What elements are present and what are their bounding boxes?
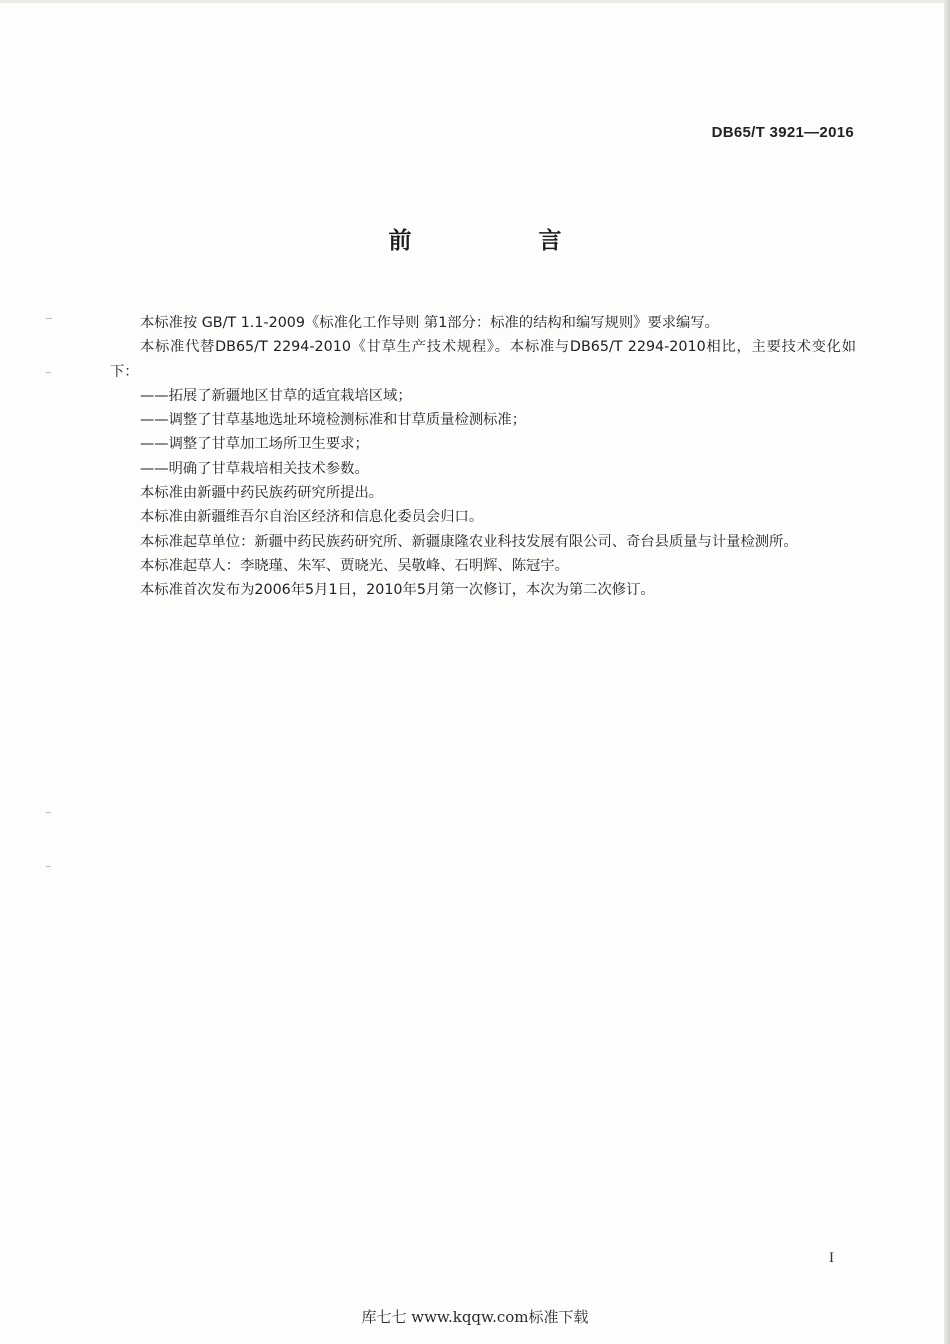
change-item: ——调整了甘草基地选址环境检测标准和甘草质量检测标准； xyxy=(140,412,527,429)
page-title: 前 言 xyxy=(388,228,614,254)
paragraph-drafting-rules: 本标准按 GB/T 1.1-2009《标准化工作导则 第1部分：标准的结构和编写规则》要求编写。 xyxy=(140,315,719,331)
paragraph-drafters: 本标准起草人：李晓瑾、朱军、贾晓光、吴敬峰、石明辉、陈冠宇。 xyxy=(140,557,569,574)
paragraph-revision-history: 本标准首次发布为2006年5月1日，2010年5月第一次修订，本次为第二次修订。 xyxy=(140,582,655,599)
scan-speck xyxy=(46,318,52,319)
scan-speck xyxy=(46,372,51,373)
scan-speck xyxy=(46,866,51,867)
scan-speck xyxy=(46,812,51,813)
paragraph-drafting-units: 本标准起草单位：新疆中药民族药研究所、新疆康隆农业科技发展有限公司、奇台县质量与计量检测所。 xyxy=(140,533,798,550)
paragraph-administrator: 本标准由新疆维吾尔自治区经济和信息化委员会归口。 xyxy=(140,509,484,526)
foreword-body xyxy=(110,311,856,603)
page-number: I xyxy=(829,1250,834,1266)
footer-watermark: 库七七 www.kqqw.com标准下载 xyxy=(361,1308,589,1326)
change-item: ——拓展了新疆地区甘草的适宜栽培区域； xyxy=(140,387,412,404)
paragraph-proposer: 本标准由新疆中药民族药研究所提出。 xyxy=(140,485,384,502)
scan-edge-top xyxy=(0,0,950,3)
paragraph-replacement: 本标准代替DB65/T 2294-2010《甘草生产技术规程》。本标准与DB65/T 2294-2010相比，主要技术变化如下： xyxy=(110,339,856,380)
standard-code: DB65/T 3921—2016 xyxy=(711,124,854,141)
change-item: ——明确了甘草栽培相关技术参数。 xyxy=(140,460,369,477)
scan-edge-right xyxy=(944,0,950,1344)
change-item: ——调整了甘草加工场所卫生要求； xyxy=(140,436,369,453)
